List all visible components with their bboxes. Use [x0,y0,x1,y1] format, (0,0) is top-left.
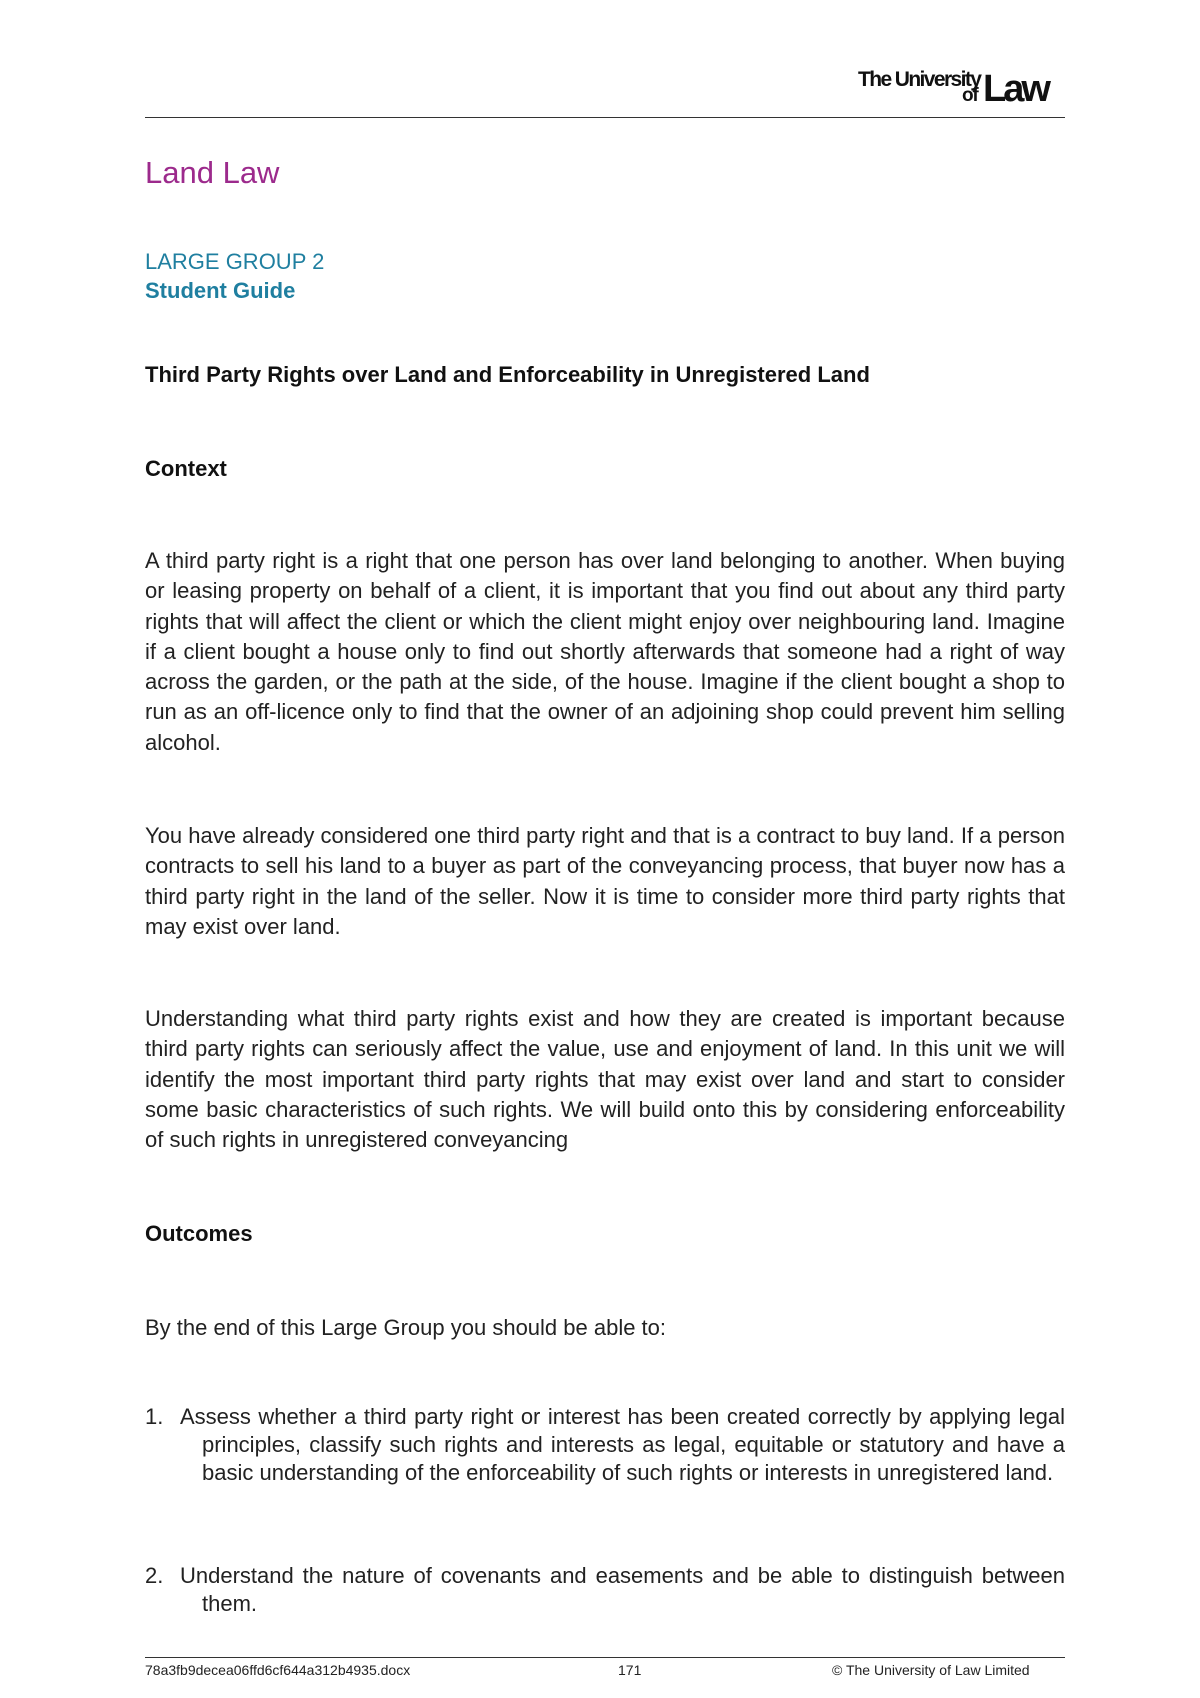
student-guide-label: Student Guide [145,278,296,303]
outcome-number: 2. [145,1563,164,1588]
footer-copyright: © The University of Law Limited [832,1662,1030,1678]
main-heading: Third Party Rights over Land and Enforceability in Unregistered Land [145,362,870,387]
outcomes-heading: Outcomes [145,1221,253,1246]
outcomes-intro: By the end of this Large Group you should be able to: [145,1315,667,1340]
context-paragraph-1: A third party right is a right that one person has over land belonging to another. When buying or leasing property on behalf of a client, it is important that you find out about any third party rights that will affect the client or which the client might enjoy over neighbouring land. Imagine if a client bought a house only to find out shortly afterwards that someone had a right of way across the garden, or the path at the side, of the house. Imagine if the client bought a shop to run as an off-licence only to find that the owner of an adjoining shop could prevent him selling alcohol. [145,548,1065,755]
large-group-label: LARGE GROUP 2 [145,249,325,274]
context-heading: Context [145,456,227,481]
footer-divider [145,1657,1065,1658]
header-divider [145,117,1065,118]
page-title: Land Law [145,155,280,190]
outcome-number: 1. [145,1404,164,1429]
outcome-item-2 [145,1562,1065,1618]
university-of-law-logo [858,66,1065,108]
footer-filename: 78a3fb9decea06ffd6cf644a312b4935.docx [145,1662,411,1678]
outcome-text: Assess whether a third party right or interest has been created correctly by applying legal principles, classify such rights and interests as legal, equitable or statutory and have a basic understanding of the enforceability of such rights or interests in unregistered land. [180,1404,1065,1485]
logo-line-2: of [962,85,978,106]
outcome-text: Understand the nature of covenants and easements and be able to distinguish between them. [180,1563,1065,1616]
outcome-item-1 [145,1403,1065,1487]
logo-line-3: Law [983,68,1048,110]
logo-line-1: The University [858,68,981,91]
footer-page-number: 171 [618,1662,642,1678]
context-paragraph-3: Understanding what third party rights exist and how they are created is important because third party rights can seriously affect the value, use and enjoyment of land. In this unit we will identify the most important third party rights that may exist over land and start to consider some basic characteristics of such rights. We will build onto this by considering enforceability of such rights in unregistered conveyancing [145,1006,1065,1153]
context-paragraph-2: You have already considered one third party right and that is a contract to buy land. If a person contracts to sell his land to a buyer as part of the conveyancing process, that buyer now has a third party right in the land of the seller. Now it is time to consider more third party rights that may exist over land. [145,823,1065,939]
